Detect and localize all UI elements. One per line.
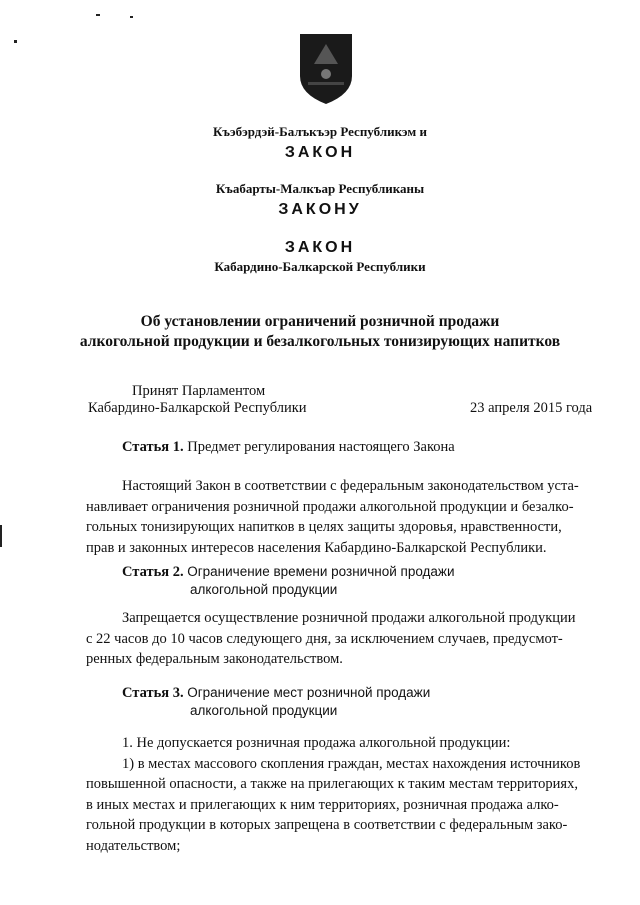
header-law-russian: ЗАКОН: [284, 239, 356, 256]
article-2-line: ренных федеральным законодательством.: [86, 651, 343, 667]
article-2-label: Статья 2.: [122, 564, 184, 580]
article-2-heading: [122, 562, 455, 582]
article-3-item1-intro: 1. Не допускается розничная продажа алкогольной продукции:: [122, 735, 511, 751]
adoption-line2: Кабардино-Балкарской Республики: [88, 400, 307, 416]
article-3-title-line2: алкогольной продукции: [190, 703, 338, 718]
adoption-date: 23 апреля 2015 года: [470, 400, 593, 416]
article-3-line: повышенной опасности, а также на прилегающих к таким местам территориях,: [86, 776, 578, 792]
law-title-line1: Об установлении ограничений розничной продажи: [140, 313, 500, 330]
article-1-line: навливает ограничения розничной продажи алкогольной продукции и безалко-: [86, 498, 574, 515]
article-3-line: в иных местах и прилегающих к ним территориях, розничная продажа алко-: [86, 796, 559, 813]
header-law-kabardian: ЗАКОН: [284, 144, 356, 161]
article-2-line: Запрещается осуществление розничной продажи алкогольной продукции: [122, 610, 576, 626]
article-2-title-line2: алкогольной продукции: [190, 582, 338, 597]
article-3-line: гольной продукции в которых запрещена в соответствии с федеральным зако-: [86, 817, 568, 833]
header-kabardian-republic: Къэбэрдэй-Балъкъэр Республикэм и: [212, 124, 428, 139]
article-1-body: [86, 476, 606, 558]
header-law-balkar: ЗАКОНУ: [278, 201, 362, 218]
article-3-label: Статья 3.: [122, 685, 184, 701]
article-2-line: с 22 часов до 10 часов следующего дня, за исключением случаев, предусмот-: [86, 630, 563, 647]
article-1-heading: [122, 437, 455, 457]
header-russian-republic: Кабардино-Балкарской Республики: [214, 259, 426, 274]
header-balkar-republic: Къабарты-Малкъар Республиканы: [215, 181, 425, 196]
article-1-title: Предмет регулирования настоящего Закона: [187, 439, 455, 455]
article-1-label: Статья 1.: [122, 439, 184, 455]
article-3-line: нодательством;: [86, 837, 181, 854]
article-3-title-line1: Ограничение мест розничной продажи: [187, 685, 431, 700]
coat-of-arms-emblem: [296, 30, 356, 106]
article-3-heading: [122, 683, 430, 703]
article-3-body: [86, 733, 606, 856]
article-1-line: Настоящий Закон в соответствии с федеральным законодательством уста-: [122, 478, 579, 494]
scan-speck: [130, 16, 133, 18]
article-1-line: гольных тонизирующих напитков в целях защиты здоровья, нравственности,: [86, 519, 562, 535]
article-2-title-line1: Ограничение времени розничной продажи: [187, 564, 455, 579]
scan-speck: [0, 525, 2, 547]
scan-speck: [96, 14, 100, 16]
adoption-line1: Принят Парламентом: [132, 383, 266, 399]
law-title-line2: алкогольной продукции и безалкогольных тонизирующих напитков: [79, 333, 561, 350]
article-2-body: [86, 608, 606, 670]
scan-speck: [14, 40, 17, 43]
article-1-line: прав и законных интересов населения Кабардино-Балкарской Республики.: [86, 539, 547, 556]
article-3-line: 1) в местах массового скопления граждан, местах нахождения источников: [122, 755, 581, 772]
